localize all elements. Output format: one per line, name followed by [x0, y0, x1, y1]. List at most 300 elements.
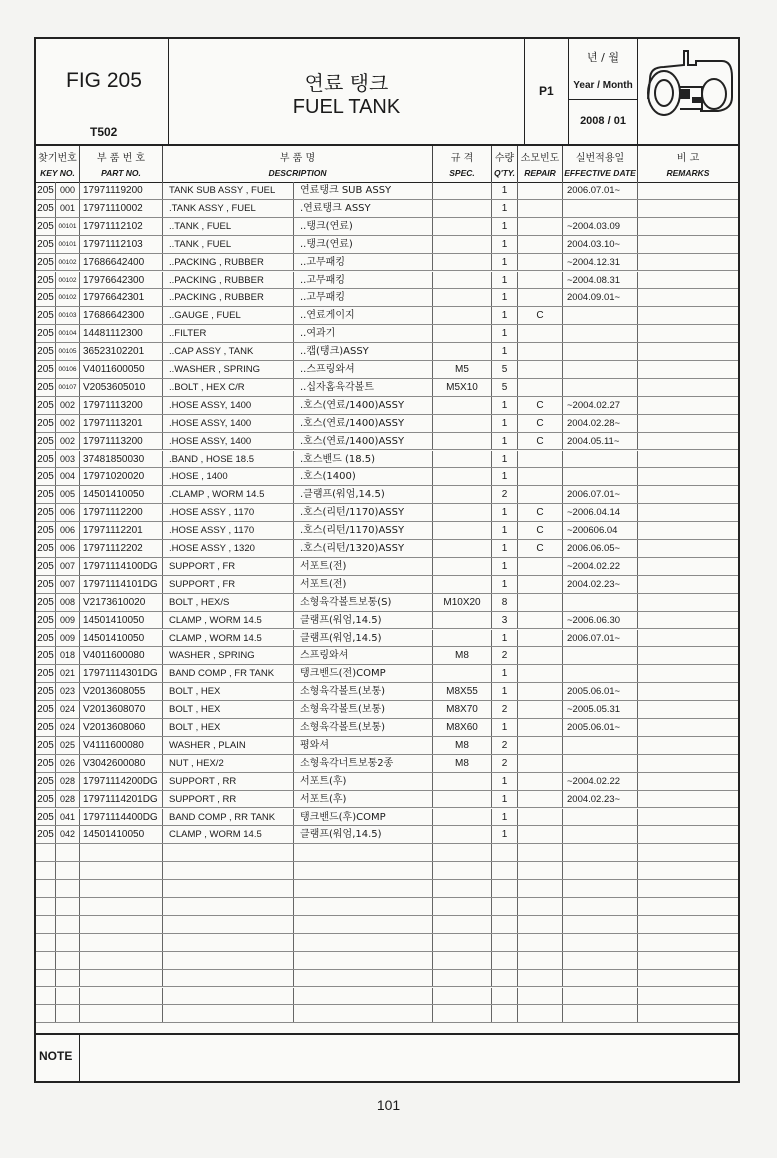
cell-empty — [638, 451, 738, 468]
column-qty: 수량 Q'TY. — [492, 146, 518, 182]
cell-k2: 008 — [56, 594, 80, 611]
cell-spec — [433, 289, 492, 306]
cell-repair — [518, 200, 563, 217]
table-row — [36, 737, 738, 755]
cell-desc-en: TANK SUB ASSY , FUEL — [163, 182, 294, 199]
cell-spec: M8 — [433, 737, 492, 754]
cell-desc-en: BAND COMP , RR TANK — [163, 809, 294, 826]
cell-k1: 205 — [36, 612, 56, 629]
cell-empty — [563, 916, 638, 933]
cell-spec: M8 — [433, 647, 492, 664]
cell-desc-en: SUPPORT , RR — [163, 773, 294, 790]
cell-part: 37481850030 — [80, 451, 163, 468]
cell-empty — [36, 970, 56, 987]
cell-date — [563, 647, 638, 664]
table-row — [36, 683, 738, 701]
cell-qty: 1 — [492, 200, 518, 217]
cell-qty: 1 — [492, 272, 518, 289]
cell-empty — [638, 468, 738, 485]
cell-spec — [433, 791, 492, 808]
table-row — [36, 665, 738, 683]
cell-desc-kr: .호스(연료/1400)ASSY — [294, 433, 433, 450]
table-row — [36, 272, 738, 290]
sheet-header — [36, 39, 738, 146]
table-row — [36, 343, 738, 361]
cell-date: 2004.02.23~ — [563, 791, 638, 808]
cell-empty — [294, 916, 433, 933]
cell-k2: 00102 — [56, 289, 80, 306]
cell-part: V4011600080 — [80, 647, 163, 664]
cell-empty — [36, 862, 56, 879]
cell-empty — [638, 594, 738, 611]
table-row — [36, 325, 738, 343]
cell-qty: 1 — [492, 415, 518, 432]
cell-part: 17971112201 — [80, 522, 163, 539]
cell-empty — [638, 970, 738, 987]
cell-empty — [80, 862, 163, 879]
cell-empty — [56, 988, 80, 1005]
cell-desc-kr: 소형육각볼트보통(S) — [294, 594, 433, 611]
cell-desc-en: .TANK ASSY , FUEL — [163, 200, 294, 217]
cell-k1: 205 — [36, 755, 56, 772]
cell-repair — [518, 289, 563, 306]
cell-qty: 1 — [492, 665, 518, 682]
cell-empty — [638, 343, 738, 360]
cell-part: 14501410050 — [80, 630, 163, 647]
cell-k2: 007 — [56, 558, 80, 575]
cell-repair — [518, 630, 563, 647]
table-row — [36, 379, 738, 397]
column-part-no: 부 품 번 호 PART NO. — [80, 146, 163, 182]
cell-empty — [433, 898, 492, 915]
cell-empty — [563, 898, 638, 915]
cell-empty — [638, 1005, 738, 1022]
cell-desc-en: .HOSE ASSY , 1170 — [163, 504, 294, 521]
cell-empty — [518, 916, 563, 933]
cell-k2: 009 — [56, 612, 80, 629]
cell-empty — [638, 773, 738, 790]
table-row — [36, 486, 738, 504]
cell-spec — [433, 182, 492, 199]
cell-empty — [163, 844, 294, 861]
cell-empty — [163, 934, 294, 951]
cell-desc-en: ..FILTER — [163, 325, 294, 342]
cell-spec — [433, 665, 492, 682]
cell-date — [563, 594, 638, 611]
cell-repair: C — [518, 433, 563, 450]
cell-empty — [433, 916, 492, 933]
cell-empty — [563, 952, 638, 969]
cell-spec — [433, 451, 492, 468]
cell-repair — [518, 755, 563, 772]
cell-empty — [294, 934, 433, 951]
cell-date: 2004.02.23~ — [563, 576, 638, 593]
cell-k2: 024 — [56, 719, 80, 736]
cell-k1: 205 — [36, 397, 56, 414]
cell-empty — [492, 844, 518, 861]
cell-desc-kr: 클램프(워엄,14.5) — [294, 612, 433, 629]
cell-desc-kr: 탱크밴드(후)COMP — [294, 809, 433, 826]
cell-k2: 002 — [56, 433, 80, 450]
note-label: NOTE — [36, 1035, 80, 1083]
table-row — [36, 701, 738, 719]
cell-k1: 205 — [36, 379, 56, 396]
cell-k1: 205 — [36, 719, 56, 736]
cell-empty — [492, 970, 518, 987]
cell-qty: 1 — [492, 451, 518, 468]
cell-part: 36523102201 — [80, 343, 163, 360]
cell-date: ~2006.06.30 — [563, 612, 638, 629]
cell-part: V2013608055 — [80, 683, 163, 700]
table-row — [36, 236, 738, 254]
table-row — [36, 397, 738, 415]
cell-empty — [638, 988, 738, 1005]
cell-desc-en: .HOSE ASSY, 1400 — [163, 397, 294, 414]
cell-k2: 005 — [56, 486, 80, 503]
cell-k1: 205 — [36, 218, 56, 235]
table-row — [36, 630, 738, 648]
cell-k2: 026 — [56, 755, 80, 772]
cell-repair: C — [518, 522, 563, 539]
cell-k1: 205 — [36, 558, 56, 575]
cell-part: 17976642301 — [80, 289, 163, 306]
cell-repair — [518, 379, 563, 396]
column-remarks: 비 고 REMARKS — [666, 153, 710, 178]
title-english: FUEL TANK — [292, 96, 401, 118]
cell-empty — [56, 880, 80, 897]
cell-date: 2006.07.01~ — [563, 630, 638, 647]
cell-qty: 2 — [492, 755, 518, 772]
cell-part: 14481112300 — [80, 325, 163, 342]
table-row — [36, 558, 738, 576]
table-row — [36, 809, 738, 827]
cell-k2: 00102 — [56, 254, 80, 271]
cell-desc-en: ..TANK , FUEL — [163, 218, 294, 235]
cell-repair — [518, 719, 563, 736]
table-row — [36, 254, 738, 272]
cell-qty: 1 — [492, 468, 518, 485]
cell-k1: 205 — [36, 451, 56, 468]
cell-desc-kr: ..여과기 — [294, 325, 433, 342]
cell-empty — [638, 862, 738, 879]
cell-k1: 205 — [36, 415, 56, 432]
cell-empty — [492, 1005, 518, 1022]
title-korean: 연료 탱크 — [304, 71, 389, 95]
table-row — [36, 468, 738, 486]
blank-row — [36, 952, 738, 970]
column-spec: 규 격 SPEC. — [433, 146, 492, 182]
cell-empty — [80, 952, 163, 969]
page-cell — [525, 39, 569, 144]
cell-desc-en: .HOSE ASSY, 1400 — [163, 433, 294, 450]
cell-date: ~2004.02.27 — [563, 397, 638, 414]
cell-part: 17971113200 — [80, 397, 163, 414]
cell-empty — [638, 719, 738, 736]
blank-row — [36, 844, 738, 862]
cell-empty — [163, 1005, 294, 1022]
cell-empty — [638, 701, 738, 718]
cell-date: 2004.03.10~ — [563, 236, 638, 253]
cell-empty — [56, 952, 80, 969]
cell-k1: 205 — [36, 540, 56, 557]
cell-spec — [433, 630, 492, 647]
cell-k1: 205 — [36, 182, 56, 199]
cell-empty — [80, 916, 163, 933]
cell-empty — [294, 1005, 433, 1022]
cell-desc-en: SUPPORT , FR — [163, 558, 294, 575]
cell-empty — [638, 415, 738, 432]
cell-part: 17971114301DG — [80, 665, 163, 682]
cell-k1: 205 — [36, 307, 56, 324]
cell-date — [563, 755, 638, 772]
cell-k1: 205 — [36, 289, 56, 306]
cell-k1: 205 — [36, 325, 56, 342]
table-row — [36, 307, 738, 325]
cell-empty — [638, 397, 738, 414]
cell-desc-en: ..WASHER , SPRING — [163, 361, 294, 378]
cell-desc-en: BAND COMP , FR TANK — [163, 665, 294, 682]
cell-qty: 1 — [492, 289, 518, 306]
cell-qty: 1 — [492, 236, 518, 253]
cell-spec — [433, 415, 492, 432]
cell-empty — [518, 988, 563, 1005]
cell-empty — [36, 1005, 56, 1022]
cell-k1: 205 — [36, 343, 56, 360]
cell-desc-en: ..CAP ASSY , TANK — [163, 343, 294, 360]
cell-empty — [518, 1005, 563, 1022]
cell-qty: 1 — [492, 576, 518, 593]
cell-k1: 205 — [36, 236, 56, 253]
cell-date: ~2004.12.31 — [563, 254, 638, 271]
cell-repair — [518, 701, 563, 718]
cell-repair — [518, 486, 563, 503]
cell-qty: 1 — [492, 683, 518, 700]
cell-spec — [433, 809, 492, 826]
cell-spec: M8X70 — [433, 701, 492, 718]
cell-desc-en: ..TANK , FUEL — [163, 236, 294, 253]
cell-part: V3042600080 — [80, 755, 163, 772]
cell-date — [563, 665, 638, 682]
cell-empty — [36, 880, 56, 897]
cell-k1: 205 — [36, 701, 56, 718]
cell-spec — [433, 826, 492, 843]
cell-spec — [433, 612, 492, 629]
table-row — [36, 647, 738, 665]
cell-date — [563, 451, 638, 468]
cell-empty — [638, 737, 738, 754]
cell-qty: 1 — [492, 307, 518, 324]
cell-spec: M8X60 — [433, 719, 492, 736]
cell-desc-kr: 서포트(전) — [294, 576, 433, 593]
cell-empty — [563, 844, 638, 861]
cell-repair — [518, 594, 563, 611]
blank-row — [36, 880, 738, 898]
cell-empty — [638, 218, 738, 235]
cell-repair — [518, 773, 563, 790]
cell-spec — [433, 236, 492, 253]
cell-date: ~2004.03.09 — [563, 218, 638, 235]
cell-empty — [563, 862, 638, 879]
table-row — [36, 433, 738, 451]
cell-spec — [433, 254, 492, 271]
cell-date — [563, 325, 638, 342]
cell-repair — [518, 236, 563, 253]
blank-row — [36, 862, 738, 880]
cell-part: V2053605010 — [80, 379, 163, 396]
cell-empty — [518, 952, 563, 969]
cell-desc-en: .HOSE ASSY , 1170 — [163, 522, 294, 539]
cell-repair — [518, 826, 563, 843]
cell-empty — [492, 898, 518, 915]
cell-desc-en: WASHER , PLAIN — [163, 737, 294, 754]
cell-date: 2006.07.01~ — [563, 486, 638, 503]
cell-desc-kr: .호스(연료/1400)ASSY — [294, 415, 433, 432]
cell-repair — [518, 325, 563, 342]
cell-empty — [433, 880, 492, 897]
cell-k1: 205 — [36, 594, 56, 611]
cell-empty — [80, 1005, 163, 1022]
cell-empty — [492, 934, 518, 951]
cell-part: V4111600080 — [80, 737, 163, 754]
cell-date: 2006.07.01~ — [563, 182, 638, 199]
cell-empty — [638, 272, 738, 289]
cell-qty: 2 — [492, 647, 518, 664]
cell-empty — [433, 862, 492, 879]
cell-empty — [163, 880, 294, 897]
blank-row — [36, 934, 738, 952]
cell-repair — [518, 182, 563, 199]
cell-empty — [80, 880, 163, 897]
cell-desc-kr: ..스프링와셔 — [294, 361, 433, 378]
cell-part: 17971112103 — [80, 236, 163, 253]
cell-k2: 006 — [56, 522, 80, 539]
cell-desc-en: SUPPORT , FR — [163, 576, 294, 593]
cell-qty: 1 — [492, 325, 518, 342]
cell-k2: 028 — [56, 773, 80, 790]
cell-spec — [433, 200, 492, 217]
cell-empty — [294, 862, 433, 879]
cell-date — [563, 361, 638, 378]
table-row — [36, 826, 738, 844]
cell-desc-kr: 서포트(후) — [294, 791, 433, 808]
cell-spec — [433, 540, 492, 557]
figure-number: FIG 205 — [66, 69, 142, 92]
cell-date — [563, 307, 638, 324]
cell-k2: 042 — [56, 826, 80, 843]
cell-empty — [638, 647, 738, 664]
cell-date — [563, 809, 638, 826]
cell-spec — [433, 433, 492, 450]
cell-empty — [638, 200, 738, 217]
cell-desc-en: .HOSE , 1400 — [163, 468, 294, 485]
cell-k2: 006 — [56, 540, 80, 557]
cell-qty: 1 — [492, 218, 518, 235]
cell-k1: 205 — [36, 433, 56, 450]
cell-empty — [638, 683, 738, 700]
cell-desc-en: BOLT , HEX — [163, 683, 294, 700]
table-row — [36, 200, 738, 218]
column-header-row — [36, 146, 738, 183]
cell-desc-kr: .호스(리턴/1320)ASSY — [294, 540, 433, 557]
cell-part: 14501410050 — [80, 612, 163, 629]
cell-empty — [294, 898, 433, 915]
cell-desc-en: SUPPORT , RR — [163, 791, 294, 808]
cell-desc-kr: 서포트(전) — [294, 558, 433, 575]
cell-repair — [518, 468, 563, 485]
parts-sheet — [34, 37, 740, 1083]
cell-desc-kr: 소형육각너트보통2종 — [294, 755, 433, 772]
cell-date — [563, 379, 638, 396]
cell-repair — [518, 558, 563, 575]
cell-k2: 028 — [56, 791, 80, 808]
cell-qty: 1 — [492, 791, 518, 808]
cell-desc-en: BOLT , HEX — [163, 719, 294, 736]
figure-code: T502 — [90, 125, 118, 139]
cell-spec — [433, 272, 492, 289]
cell-empty — [56, 1005, 80, 1022]
cell-repair: C — [518, 415, 563, 432]
cell-qty: 1 — [492, 809, 518, 826]
blank-row — [36, 970, 738, 988]
cell-desc-kr: 클램프(워엄,14.5) — [294, 826, 433, 843]
cell-k1: 205 — [36, 630, 56, 647]
page-number: 101 — [376, 1097, 401, 1113]
cell-spec — [433, 307, 492, 324]
cell-repair — [518, 737, 563, 754]
cell-empty — [638, 809, 738, 826]
cell-empty — [492, 916, 518, 933]
cell-part: V4011600050 — [80, 361, 163, 378]
cell-qty: 8 — [492, 594, 518, 611]
cell-spec: M8X55 — [433, 683, 492, 700]
cell-desc-en: CLAMP , WORM 14.5 — [163, 612, 294, 629]
cell-empty — [36, 934, 56, 951]
cell-qty: 1 — [492, 558, 518, 575]
cell-k2: 00102 — [56, 272, 80, 289]
cell-empty — [638, 952, 738, 969]
cell-date — [563, 826, 638, 843]
cell-part: 17686642400 — [80, 254, 163, 271]
cell-repair — [518, 809, 563, 826]
table-row — [36, 719, 738, 737]
cell-date — [563, 737, 638, 754]
cell-empty — [36, 916, 56, 933]
cell-desc-en: ..BOLT , HEX C/R — [163, 379, 294, 396]
cell-desc-kr: 소형육각볼트(보통) — [294, 683, 433, 700]
cell-empty — [638, 558, 738, 575]
cell-desc-kr: 평와셔 — [294, 737, 433, 754]
cell-repair: C — [518, 504, 563, 521]
column-key-no: 찾기번호 KEY NO. — [36, 146, 80, 182]
cell-k2: 018 — [56, 647, 80, 664]
cell-date — [563, 200, 638, 217]
cell-spec — [433, 558, 492, 575]
cell-desc-kr: ..연료게이지 — [294, 307, 433, 324]
cell-desc-en: .HOSE ASSY, 1400 — [163, 415, 294, 432]
cell-spec — [433, 343, 492, 360]
cell-empty — [163, 970, 294, 987]
cell-empty — [433, 988, 492, 1005]
cell-part: V2013608070 — [80, 701, 163, 718]
cell-qty: 5 — [492, 379, 518, 396]
cell-qty: 1 — [492, 630, 518, 647]
cell-part: 17971114400DG — [80, 809, 163, 826]
cell-k2: 041 — [56, 809, 80, 826]
cell-k2: 021 — [56, 665, 80, 682]
cell-k2: 004 — [56, 468, 80, 485]
cell-empty — [638, 325, 738, 342]
cell-part: 17971114200DG — [80, 773, 163, 790]
